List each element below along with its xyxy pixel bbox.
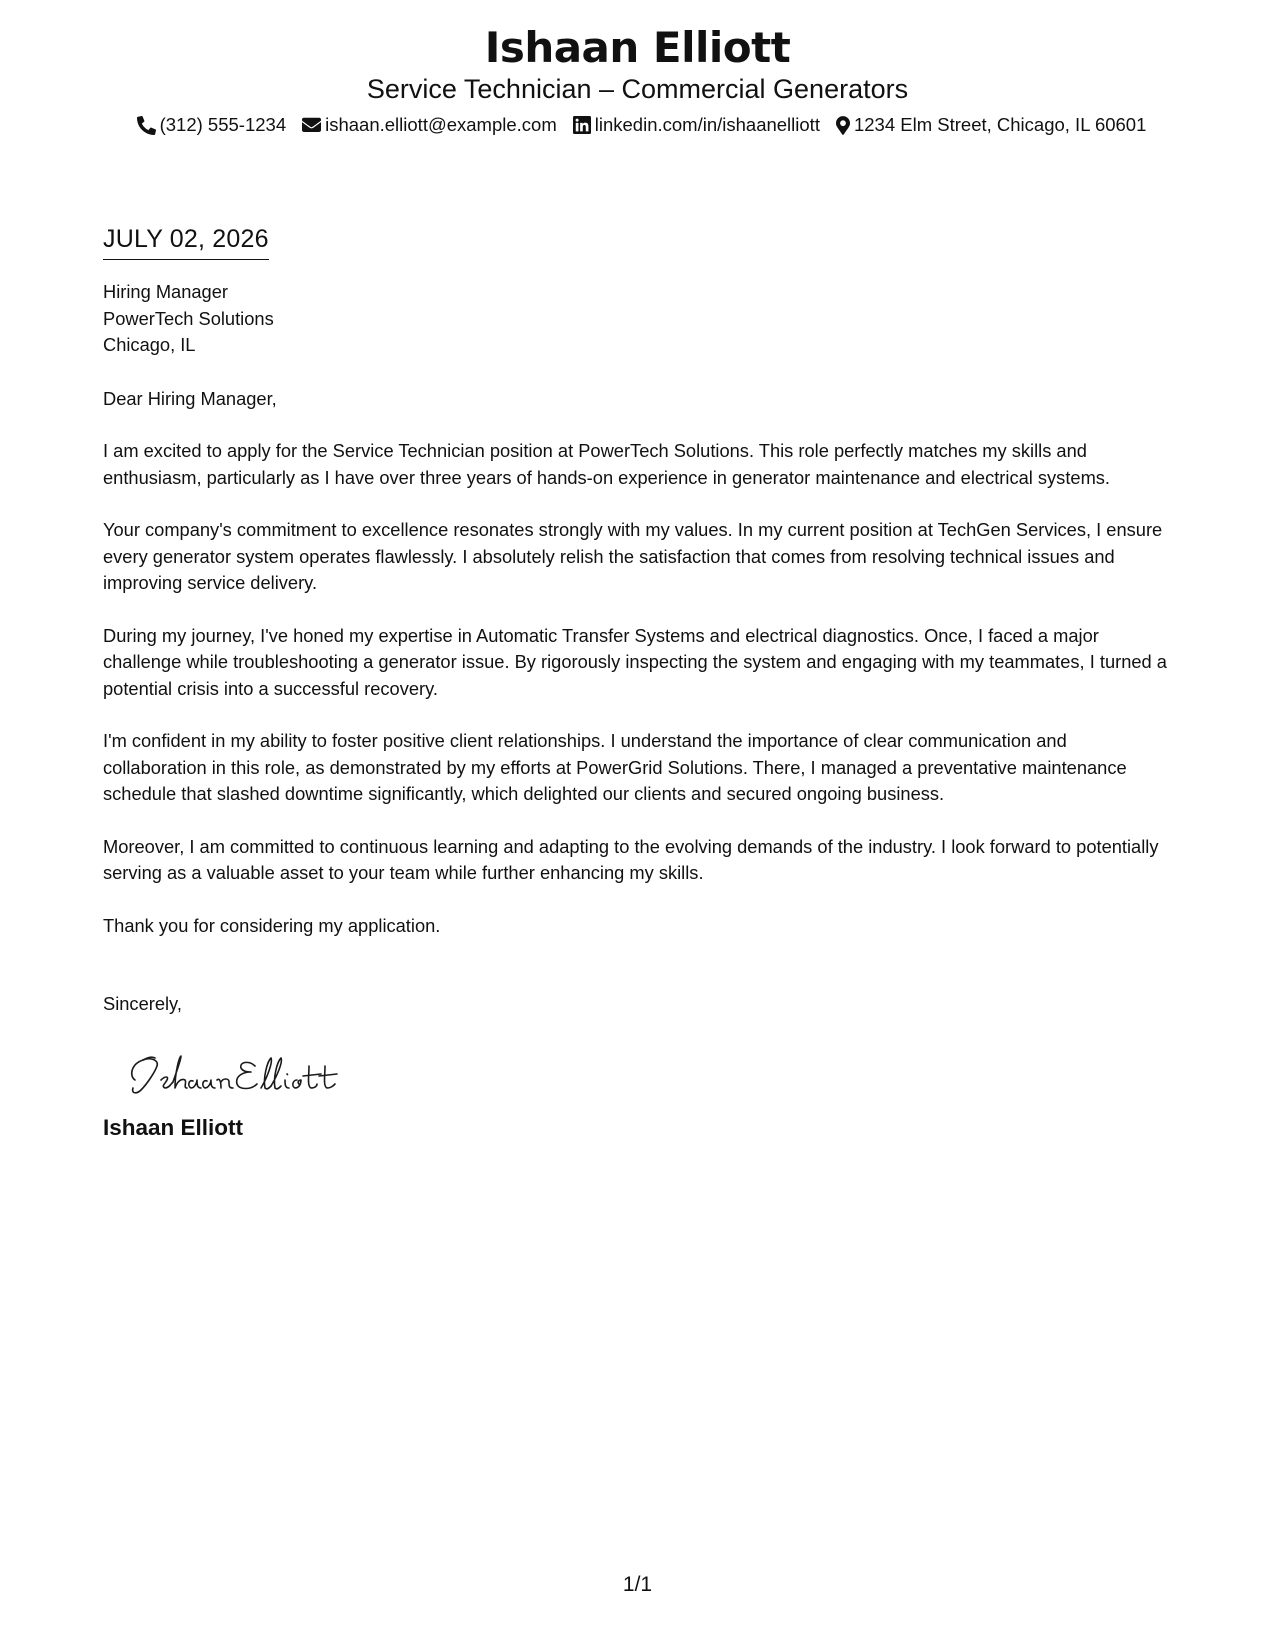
body-paragraph: Your company's commitment to excellence resonates strongly with my values. In my current position at TechGen Services, I ensure every generator system operates flawlessly. I absolutely relish the satisfaction that comes from resolving technical issues and improving service delivery. <box>103 519 1163 593</box>
applicant-name: Ishaan Elliott <box>484 23 791 72</box>
contact-linkedin-text[interactable]: linkedin.com/in/ishaanelliott <box>594 114 820 135</box>
contact-phone-text: (312) 555-1234 <box>159 114 287 135</box>
letter-date: JULY 02, 2026 <box>103 223 269 260</box>
contact-phone <box>137 112 287 138</box>
recipient-title: Hiring Manager <box>103 281 228 302</box>
contact-info-bar <box>0 112 1275 138</box>
body-paragraph: Thank you for considering my application. <box>103 914 441 936</box>
page-number: 1/1 <box>622 1573 653 1596</box>
body-paragraph: I am excited to apply for the Service Technician position at PowerTech Solutions. This role perfectly matches my skills and enthusiasm, particularly as I have over three years of hands-on experience in generator maintenance and electrical systems. <box>103 440 1111 488</box>
contact-address <box>836 112 1146 138</box>
map-marker-icon <box>836 116 850 135</box>
recipient-company: PowerTech Solutions <box>103 307 274 329</box>
handwritten-signature <box>121 1036 361 1106</box>
applicant-job-title: Service Technician – Commercial Generators <box>366 74 909 104</box>
salutation: Dear Hiring Manager, <box>103 387 277 409</box>
envelope-icon <box>302 117 321 134</box>
letter-body <box>103 223 1173 1142</box>
contact-email-text[interactable]: ishaan.elliott@example.com <box>325 114 557 135</box>
body-paragraph: During my journey, I've honed my expertise in Automatic Transfer Systems and electrical diagnostics. Once, I faced a major challenge while troubleshooting a generator issue. By rigorously inspecting the system and engaging with my teammates, I turned a potential crisis into a successful recovery. <box>103 624 1167 699</box>
recipient-location: Chicago, IL <box>103 334 196 355</box>
linkedin-icon <box>573 116 591 134</box>
contact-email <box>302 112 557 138</box>
recipient-block <box>103 279 1173 359</box>
phone-icon <box>137 116 156 135</box>
body-paragraph: I'm confident in my ability to foster positive client relationships. I understand the importance of clear communication and collaboration in this role, as demonstrated by my efforts at PowerGrid Solutions. There, I managed a preventative maintenance schedule that slashed downtime significantly, which delighted our clients and secured ongoing business. <box>103 730 1127 804</box>
contact-address-text: 1234 Elm Street, Chicago, IL 60601 <box>853 114 1147 135</box>
closing: Sincerely, <box>103 993 182 1014</box>
signer-name: Ishaan Elliott <box>103 1114 244 1140</box>
contact-linkedin <box>573 112 820 138</box>
letter-header <box>0 22 1275 138</box>
body-paragraph: Moreover, I am committed to continuous learning and adapting to the evolving demands of the industry. I look forward to potentially serving as a valuable asset to your team while further enhancing my skills. <box>103 835 1159 883</box>
